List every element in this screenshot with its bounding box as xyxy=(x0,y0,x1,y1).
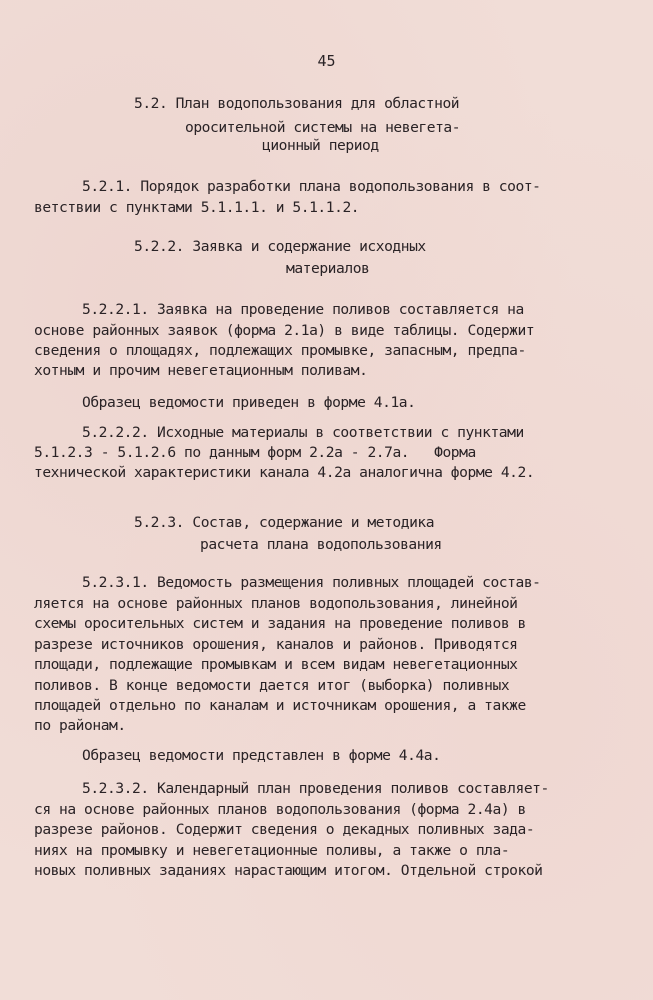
paragraph-line: основе районных заявок (форма 2.1а) в виде таблицы. Содержит xyxy=(34,322,535,339)
paragraph-line: хотным и прочим невегетационным поливам. xyxy=(34,362,368,379)
paragraph-line: разрезе районов. Содержит сведения о декадных поливных зада- xyxy=(34,821,535,838)
section-5-2-3-title-line-2: расчета плана водопользования xyxy=(200,536,442,553)
paragraph-line: 5.2.3.1. Ведомость размещения поливных площадей состав- xyxy=(82,574,541,591)
paragraph-line: поливов. В конце ведомости дается итог (выборка) поливных xyxy=(34,677,510,694)
paragraph-line: 5.2.2.1. Заявка на проведение поливов составляется на xyxy=(82,301,524,318)
paragraph-line: 5.2.2.2. Исходные материалы в соответствии с пунктами xyxy=(82,424,524,441)
paragraph-line: ветствии с пунктами 5.1.1.1. и 5.1.1.2. xyxy=(34,199,360,216)
section-5-2-title-line-3: ционный период xyxy=(262,137,379,154)
paragraph-line: 5.2.3.2. Календарный план проведения поливов составляет- xyxy=(82,780,549,797)
paragraph-line: площади, подлежащие промывкам и всем видам невегетационных xyxy=(34,656,518,673)
page-number: 45 xyxy=(317,52,336,70)
paragraph-line: технической характеристики канала 4.2а аналогична форме 4.2. xyxy=(34,464,535,481)
paragraph-line: новых поливных заданиях нарастающим итогом. Отдельной строкой xyxy=(34,862,543,879)
section-5-2-2-title-line-2: материалов xyxy=(286,260,370,277)
section-5-2-title-line-1: 5.2. План водопользования для областной xyxy=(134,95,460,112)
paragraph-line: сведения о площадях, подлежащих промывке, запасным, предпа- xyxy=(34,342,526,359)
paragraph-line: ниях на промывку и невегетационные поливы, а также о пла- xyxy=(34,842,510,859)
paragraph-line: Образец ведомости представлен в форме 4.4а. xyxy=(82,747,441,764)
paragraph-line: Образец ведомости приведен в форме 4.1а. xyxy=(82,394,416,411)
paragraph-line: по районам. xyxy=(34,717,126,734)
paragraph-line: схемы оросительных систем и задания на проведение поливов в xyxy=(34,615,526,632)
section-5-2-2-title-line-1: 5.2.2. Заявка и содержание исходных xyxy=(134,238,426,255)
paragraph-line: ся на основе районных планов водопользования (форма 2.4а) в xyxy=(34,801,526,818)
paragraph-line: разрезе источников орошения, каналов и районов. Приводятся xyxy=(34,636,518,653)
paragraph-line: площадей отдельно по каналам и источникам орошения, а также xyxy=(34,697,526,714)
paragraph-line: ляется на основе районных планов водопользования, линейной xyxy=(34,595,518,612)
paragraph-line: 5.1.2.3 - 5.1.2.6 по данным форм 2.2а - 2.7а. Форма xyxy=(34,444,476,461)
section-5-2-3-title-line-1: 5.2.3. Состав, содержание и методика xyxy=(134,514,435,531)
paragraph-line: 5.2.1. Порядок разработки плана водопользования в соот- xyxy=(82,178,541,195)
section-5-2-title-line-2: оросительной системы на невегета- xyxy=(185,119,461,136)
